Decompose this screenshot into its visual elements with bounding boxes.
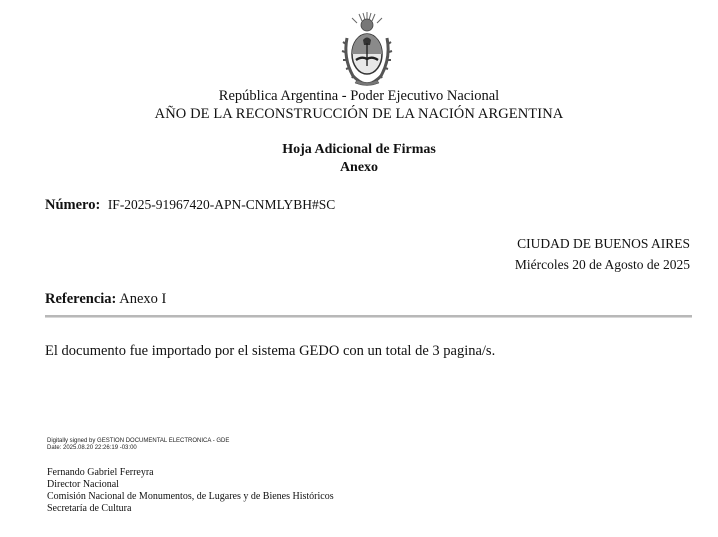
header-year-motto: AÑO DE LA RECONSTRUCCIÓN DE LA NACIÓN ARGENTINA [154,106,564,122]
document-number-label: Número: [45,197,101,213]
document-subtitle: Anexo [339,160,379,175]
signer-organization: Comisión Nacional de Monumentos, de Lugares y de Bienes Históricos [47,491,334,502]
body-text: El documento fue importado por el sistema GEDO con un total de 3 pagina/s. [45,343,496,359]
digital-signature-date: Date: 2025.08.20 22:26:19 -03:00 [47,445,137,451]
document-number-value: IF-2025-91967420-APN-CNMLYBH#SC [107,197,336,212]
document-date: Miércoles 20 de Agosto de 2025 [514,257,690,272]
signer-position: Director Nacional [47,479,119,490]
document-title: Hoja Adicional de Firmas [282,142,436,157]
signer-block [47,467,334,515]
document-number [45,197,335,214]
location-city: CIUDAD DE BUENOS AIRES [517,236,690,251]
signer-secretariat: Secretaría de Cultura [47,503,132,514]
reference-label: Referencia: [45,291,117,307]
reference-value: Anexo I [119,291,167,307]
reference [45,291,166,308]
digital-signature-stamp [47,438,229,452]
digital-signature-signed-by: Digitally signed by GESTION DOCUMENTAL ELECTRONICA - GDE [47,438,230,444]
signer-name: Fernando Gabriel Ferreyra [47,467,154,478]
header-government: República Argentina - Poder Ejecutivo Nacional [218,88,500,104]
divider [45,315,692,318]
argentina-coat-of-arms-icon [337,10,397,88]
